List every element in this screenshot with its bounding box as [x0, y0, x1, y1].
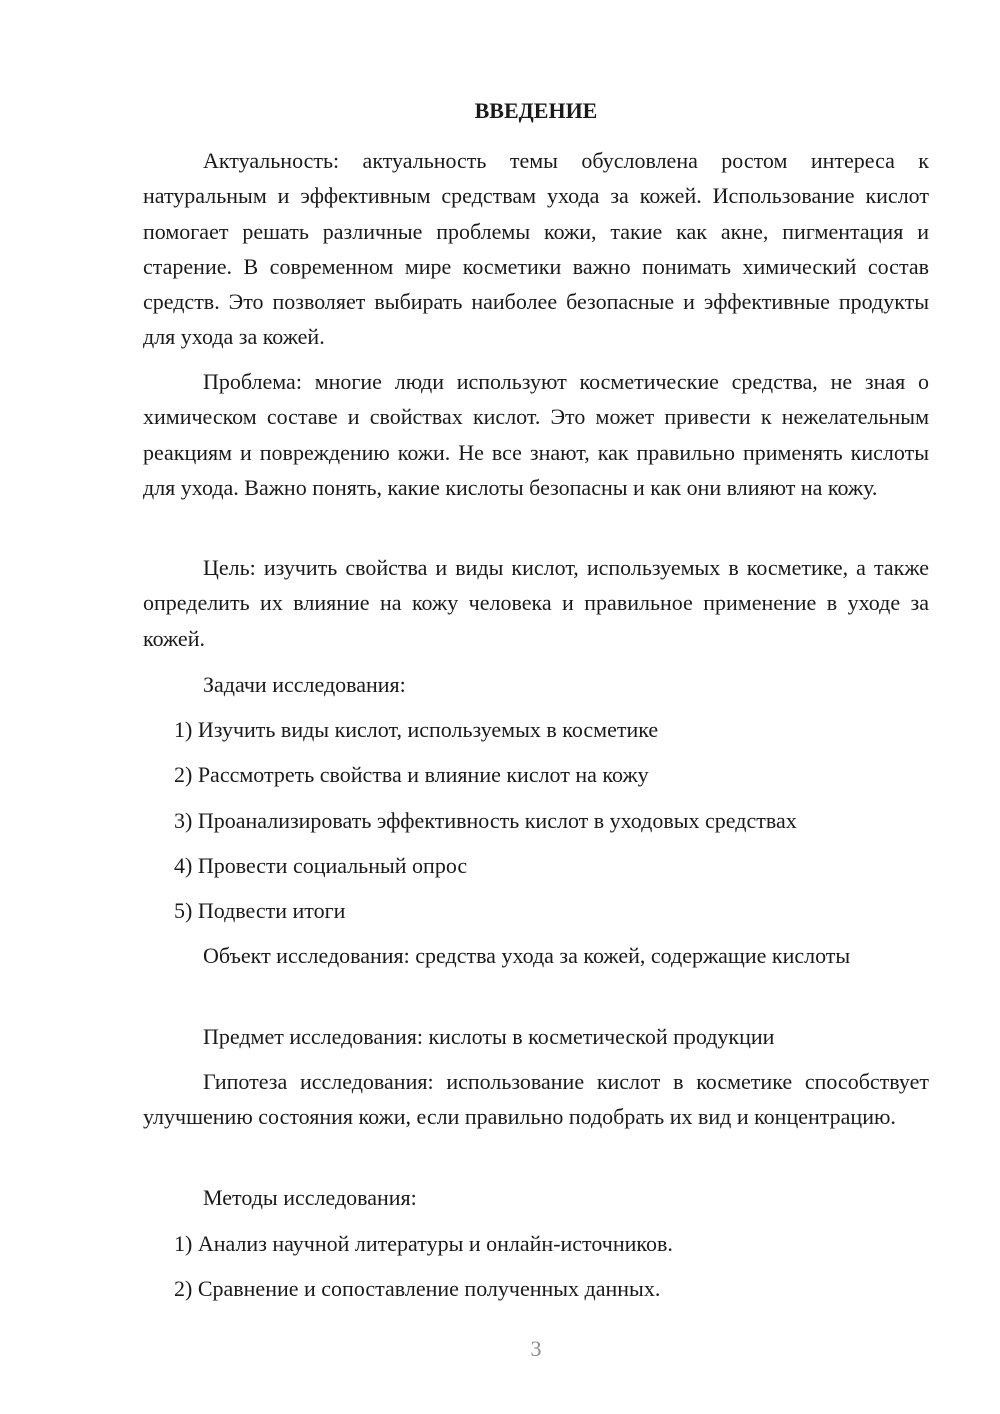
method-item: 1) Анализ научной литературы и онлайн-источников.	[174, 1231, 673, 1256]
problem-paragraph: Проблема: многие люди используют косметические средства, не зная о химическом составе и свойствах кислот. Это может привести к нежелательным реакциям и повреждению кожи. Не все знают, как правильно применять кислоты для ухода. Важно понять, какие кислоты безопасны и как они влияют на кожу.	[143, 369, 929, 500]
task-item: 2) Рассмотреть свойства и влияние кислот на кожу	[174, 762, 649, 787]
page-number: 3	[530, 1336, 542, 1361]
task-item: 4) Провести социальный опрос	[174, 853, 468, 878]
relevance-paragraph: Актуальность: актуальность темы обусловлена ростом интереса к натуральным и эффективным средствам ухода за кожей. Использование кислот помогает решать различные проблемы кожи, такие как акне, пигментация и старение. В современном мире косметики важно понимать химический состав средств. Это позволяет выбирать наиболее безопасные и эффективные продукты для ухода за кожей.	[143, 148, 929, 350]
task-item: 1) Изучить виды кислот, используемых в косметике	[174, 717, 659, 742]
task-item: 5) Подвести итоги	[174, 898, 346, 923]
tasks-heading: Задачи исследования:	[203, 672, 406, 697]
goal-paragraph: Цель: изучить свойства и виды кислот, используемых в косметике, а также определить их влияние на кожу человека и правильное применение в уходе за кожей.	[143, 555, 929, 651]
task-item: 3) Проанализировать эффективность кислот в уходовых средствах	[174, 808, 797, 833]
hypothesis-paragraph: Гипотеза исследования: использование кислот в косметике способствует улучшению состояния кожи, если правильно подобрать их вид и концентрацию.	[143, 1069, 929, 1130]
page-title: ВВЕДЕНИЕ	[474, 98, 598, 123]
method-item: 2) Сравнение и сопоставление полученных данных.	[174, 1276, 661, 1301]
object-paragraph: Объект исследования: средства ухода за кожей, содержащие кислоты	[203, 943, 851, 968]
subject-line: Предмет исследования: кислоты в косметической продукции	[203, 1024, 775, 1049]
methods-heading: Методы исследования:	[203, 1185, 417, 1210]
